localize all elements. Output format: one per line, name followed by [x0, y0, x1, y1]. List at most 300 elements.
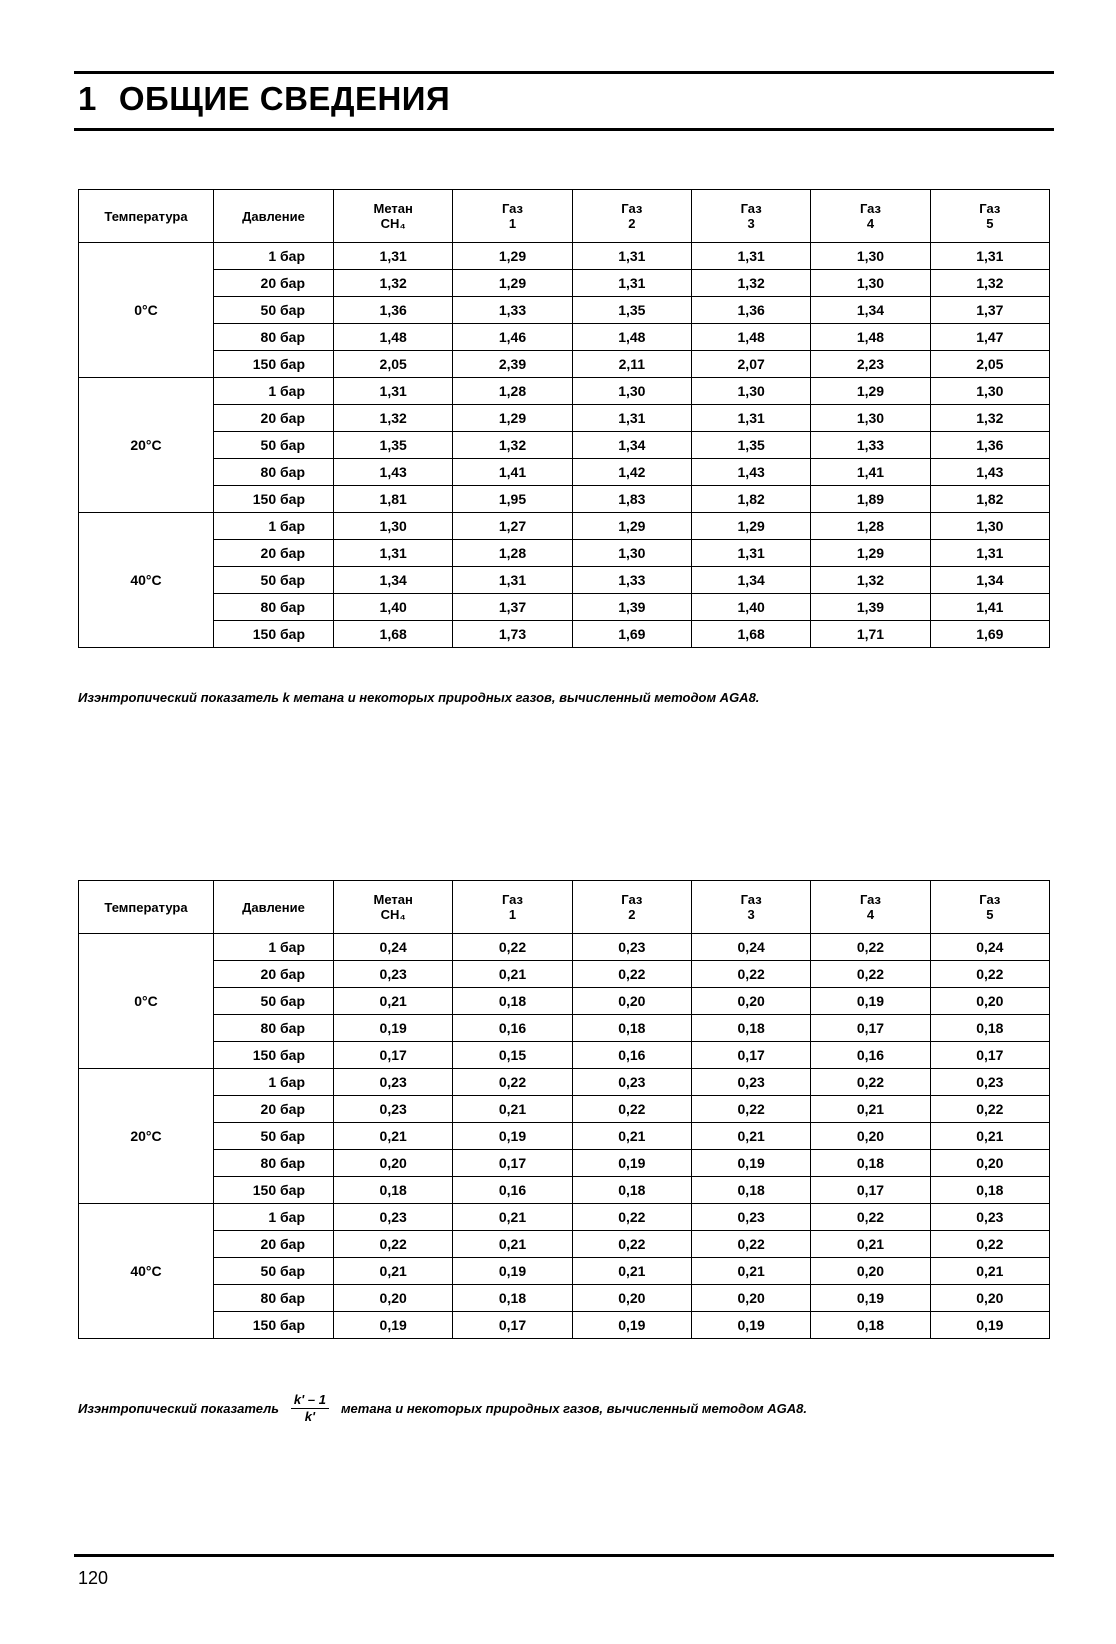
column-header-gas	[930, 190, 1049, 243]
gas-subtitle: 4	[866, 907, 875, 922]
gas-name: Газ	[621, 201, 643, 216]
pressure-cell: 20 бар	[214, 1231, 334, 1258]
value-cell: 1,31	[691, 540, 810, 567]
column-header-gas	[453, 190, 572, 243]
value-cell: 0,23	[930, 1204, 1049, 1231]
value-cell: 1,31	[334, 243, 453, 270]
value-cell: 1,29	[572, 513, 691, 540]
value-cell: 1,31	[572, 270, 691, 297]
value-cell: 1,31	[691, 405, 810, 432]
value-cell: 1,41	[811, 459, 930, 486]
pressure-cell: 1 бар	[214, 1069, 334, 1096]
pressure-cell: 150 бар	[214, 1312, 334, 1339]
table-row	[79, 1123, 1050, 1150]
gas-subtitle: 3	[747, 907, 755, 922]
value-cell: 1,30	[930, 378, 1049, 405]
value-cell: 1,47	[930, 324, 1049, 351]
value-cell: 0,20	[811, 1123, 930, 1150]
column-header-gas	[811, 881, 930, 934]
column-header-gas	[572, 881, 691, 934]
table-row	[79, 486, 1050, 513]
pressure-cell: 1 бар	[214, 243, 334, 270]
pressure-cell: 20 бар	[214, 270, 334, 297]
value-cell: 1,43	[930, 459, 1049, 486]
gas-name: Газ	[501, 892, 524, 907]
value-cell: 1,48	[334, 324, 453, 351]
table-row	[79, 351, 1050, 378]
value-cell: 0,22	[811, 934, 930, 961]
value-cell: 1,29	[691, 513, 810, 540]
table-row	[79, 961, 1050, 988]
temperature-cell: 20°C	[79, 378, 214, 513]
value-cell: 0,23	[334, 1096, 453, 1123]
value-cell: 1,32	[334, 270, 453, 297]
value-cell: 1,36	[334, 297, 453, 324]
value-cell: 1,95	[453, 486, 572, 513]
value-cell: 0,18	[811, 1312, 930, 1339]
value-cell: 1,83	[572, 486, 691, 513]
value-cell: 0,18	[811, 1150, 930, 1177]
value-cell: 0,18	[691, 1015, 810, 1042]
table-row	[79, 1258, 1050, 1285]
table-row	[79, 567, 1050, 594]
value-cell: 1,30	[811, 405, 930, 432]
value-cell: 0,24	[334, 934, 453, 961]
value-cell: 1,29	[453, 243, 572, 270]
value-cell: 0,23	[930, 1069, 1049, 1096]
value-cell: 1,30	[930, 513, 1049, 540]
page-title	[78, 80, 450, 118]
section-number: 1	[78, 80, 97, 117]
value-cell: 0,21	[334, 1258, 453, 1285]
value-cell: 1,68	[691, 621, 810, 648]
value-cell: 0,20	[691, 1285, 810, 1312]
table-row	[79, 1069, 1050, 1096]
gas-subtitle: 5	[986, 907, 994, 922]
value-cell: 0,21	[572, 1258, 691, 1285]
value-cell: 1,30	[691, 378, 810, 405]
value-cell: 1,30	[811, 270, 930, 297]
temperature-cell: 40°C	[79, 513, 214, 648]
gas-subtitle: CH₄	[380, 907, 406, 922]
table-row	[79, 1150, 1050, 1177]
column-header-gas	[691, 190, 810, 243]
column-header-gas	[334, 881, 453, 934]
gas-subtitle: 3	[747, 216, 755, 231]
pressure-cell: 50 бар	[214, 432, 334, 459]
column-header-gas	[453, 881, 572, 934]
value-cell: 0,22	[811, 1069, 930, 1096]
value-cell: 0,21	[334, 1123, 453, 1150]
value-cell: 1,69	[572, 621, 691, 648]
gas-subtitle: 2	[628, 907, 636, 922]
value-cell: 0,18	[930, 1015, 1049, 1042]
value-cell: 0,22	[691, 961, 810, 988]
value-cell: 1,41	[930, 594, 1049, 621]
value-cell: 0,21	[453, 961, 572, 988]
value-cell: 2,05	[334, 351, 453, 378]
value-cell: 1,42	[572, 459, 691, 486]
value-cell: 0,19	[334, 1312, 453, 1339]
fraction-numerator: k' – 1	[291, 1392, 329, 1409]
value-cell: 0,22	[572, 1231, 691, 1258]
value-cell: 0,22	[453, 1069, 572, 1096]
value-cell: 1,31	[930, 540, 1049, 567]
value-cell: 0,20	[572, 1285, 691, 1312]
footer-rule	[74, 1554, 1054, 1557]
value-cell: 1,31	[453, 567, 572, 594]
fraction-formula	[291, 1392, 329, 1425]
table-row	[79, 405, 1050, 432]
gas-name: Газ	[621, 892, 643, 907]
value-cell: 1,31	[572, 243, 691, 270]
pressure-cell: 150 бар	[214, 621, 334, 648]
value-cell: 0,17	[811, 1177, 930, 1204]
value-cell: 2,07	[691, 351, 810, 378]
table2-caption	[78, 1392, 807, 1425]
value-cell: 1,33	[572, 567, 691, 594]
pressure-cell: 80 бар	[214, 459, 334, 486]
table-row	[79, 988, 1050, 1015]
value-cell: 0,21	[572, 1123, 691, 1150]
value-cell: 1,29	[811, 540, 930, 567]
pressure-cell: 80 бар	[214, 1150, 334, 1177]
value-cell: 0,16	[811, 1042, 930, 1069]
value-cell: 1,34	[811, 297, 930, 324]
gas-name: Газ	[979, 201, 1001, 216]
column-header-gas	[572, 190, 691, 243]
pressure-cell: 20 бар	[214, 1096, 334, 1123]
gas-name: Газ	[859, 892, 881, 907]
value-cell: 0,18	[572, 1015, 691, 1042]
value-cell: 1,29	[811, 378, 930, 405]
value-cell: 0,20	[572, 988, 691, 1015]
value-cell: 0,23	[572, 934, 691, 961]
value-cell: 1,32	[930, 270, 1049, 297]
value-cell: 2,23	[811, 351, 930, 378]
pressure-cell: 80 бар	[214, 324, 334, 351]
value-cell: 0,20	[930, 1150, 1049, 1177]
pressure-cell: 1 бар	[214, 513, 334, 540]
pressure-cell: 150 бар	[214, 351, 334, 378]
value-cell: 1,35	[572, 297, 691, 324]
value-cell: 0,16	[453, 1177, 572, 1204]
table-row	[79, 1231, 1050, 1258]
value-cell: 0,22	[572, 1096, 691, 1123]
value-cell: 0,24	[691, 934, 810, 961]
value-cell: 0,19	[811, 1285, 930, 1312]
value-cell: 1,30	[811, 243, 930, 270]
value-cell: 0,20	[691, 988, 810, 1015]
temperature-cell: 0°C	[79, 243, 214, 378]
value-cell: 1,31	[691, 243, 810, 270]
value-cell: 1,32	[453, 432, 572, 459]
value-cell: 0,18	[453, 1285, 572, 1312]
table-row	[79, 594, 1050, 621]
value-cell: 1,32	[334, 405, 453, 432]
gas-name: Газ	[740, 201, 762, 216]
value-cell: 1,30	[572, 540, 691, 567]
value-cell: 1,29	[453, 405, 572, 432]
value-cell: 0,22	[930, 961, 1049, 988]
table-row	[79, 1096, 1050, 1123]
table-row	[79, 432, 1050, 459]
value-cell: 1,34	[930, 567, 1049, 594]
value-cell: 0,21	[453, 1204, 572, 1231]
value-cell: 0,19	[572, 1150, 691, 1177]
value-cell: 0,22	[453, 934, 572, 961]
value-cell: 0,19	[691, 1150, 810, 1177]
table-row	[79, 1015, 1050, 1042]
pressure-cell: 50 бар	[214, 1123, 334, 1150]
value-cell: 0,21	[811, 1231, 930, 1258]
value-cell: 0,17	[453, 1150, 572, 1177]
gas-subtitle: 1	[508, 216, 517, 231]
value-cell: 1,43	[334, 459, 453, 486]
value-cell: 1,40	[334, 594, 453, 621]
value-cell: 1,43	[691, 459, 810, 486]
value-cell: 0,17	[691, 1042, 810, 1069]
value-cell: 0,23	[334, 1069, 453, 1096]
table-row	[79, 1285, 1050, 1312]
value-cell: 1,71	[811, 621, 930, 648]
value-cell: 0,22	[691, 1096, 810, 1123]
table-row	[79, 540, 1050, 567]
value-cell: 1,46	[453, 324, 572, 351]
header-row	[79, 190, 1050, 243]
value-cell: 0,17	[811, 1015, 930, 1042]
value-cell: 1,39	[811, 594, 930, 621]
value-cell: 1,82	[930, 486, 1049, 513]
value-cell: 1,31	[334, 378, 453, 405]
pressure-cell: 50 бар	[214, 297, 334, 324]
value-cell: 0,19	[930, 1312, 1049, 1339]
table-row	[79, 1177, 1050, 1204]
value-cell: 0,19	[453, 1123, 572, 1150]
value-cell: 1,30	[572, 378, 691, 405]
value-cell: 0,17	[334, 1042, 453, 1069]
table-row	[79, 1042, 1050, 1069]
value-cell: 0,17	[930, 1042, 1049, 1069]
value-cell: 0,20	[334, 1285, 453, 1312]
pressure-cell: 80 бар	[214, 1015, 334, 1042]
value-cell: 1,31	[334, 540, 453, 567]
pressure-cell: 50 бар	[214, 988, 334, 1015]
value-cell: 2,11	[572, 351, 691, 378]
value-cell: 1,81	[334, 486, 453, 513]
gas-subtitle: CH₄	[380, 216, 406, 231]
gas-name: Газ	[979, 892, 1001, 907]
value-cell: 1,32	[930, 405, 1049, 432]
temperature-cell: 40°C	[79, 1204, 214, 1339]
value-cell: 0,18	[930, 1177, 1049, 1204]
value-cell: 1,29	[453, 270, 572, 297]
value-cell: 1,89	[811, 486, 930, 513]
pressure-cell: 150 бар	[214, 1177, 334, 1204]
value-cell: 0,22	[691, 1231, 810, 1258]
value-cell: 2,39	[453, 351, 572, 378]
value-cell: 0,20	[930, 1285, 1049, 1312]
title-rule	[74, 128, 1054, 131]
value-cell: 0,20	[811, 1258, 930, 1285]
column-header-temperature: Температура	[79, 881, 214, 934]
top-rule	[74, 71, 1054, 74]
table-row	[79, 270, 1050, 297]
temperature-cell: 0°C	[79, 934, 214, 1069]
value-cell: 0,21	[811, 1096, 930, 1123]
value-cell: 0,23	[572, 1069, 691, 1096]
value-cell: 1,34	[691, 567, 810, 594]
pressure-cell: 1 бар	[214, 934, 334, 961]
value-cell: 0,19	[453, 1258, 572, 1285]
pressure-cell: 50 бар	[214, 567, 334, 594]
caption2-trail-text: метана и некоторых природных газов, вычисленный методом AGA8.	[340, 1401, 807, 1416]
value-cell: 1,48	[811, 324, 930, 351]
value-cell: 0,18	[334, 1177, 453, 1204]
value-cell: 0,24	[930, 934, 1049, 961]
value-cell: 2,05	[930, 351, 1049, 378]
value-cell: 0,23	[691, 1204, 810, 1231]
value-cell: 0,18	[453, 988, 572, 1015]
value-cell: 1,28	[453, 378, 572, 405]
value-cell: 0,23	[334, 1204, 453, 1231]
value-cell: 1,33	[811, 432, 930, 459]
value-cell: 0,22	[811, 961, 930, 988]
gas-subtitle: 1	[508, 907, 517, 922]
isentropic-exponent-table	[78, 189, 1050, 648]
table-row	[79, 934, 1050, 961]
value-cell: 1,34	[334, 567, 453, 594]
value-cell: 1,36	[691, 297, 810, 324]
gas-subtitle: 4	[866, 216, 875, 231]
value-cell: 1,41	[453, 459, 572, 486]
value-cell: 1,39	[572, 594, 691, 621]
value-cell: 1,34	[572, 432, 691, 459]
value-cell: 1,28	[811, 513, 930, 540]
value-cell: 1,48	[572, 324, 691, 351]
pressure-cell: 50 бар	[214, 1258, 334, 1285]
value-cell: 1,37	[453, 594, 572, 621]
table-row	[79, 243, 1050, 270]
gas-subtitle: 2	[628, 216, 636, 231]
isentropic-ratio-table	[78, 880, 1050, 1339]
temperature-cell: 20°C	[79, 1069, 214, 1204]
value-cell: 0,20	[930, 988, 1049, 1015]
value-cell: 0,22	[930, 1096, 1049, 1123]
value-cell: 1,37	[930, 297, 1049, 324]
table-row	[79, 297, 1050, 324]
value-cell: 0,18	[572, 1177, 691, 1204]
pressure-cell: 20 бар	[214, 961, 334, 988]
value-cell: 1,48	[691, 324, 810, 351]
gas-name: Газ	[859, 201, 881, 216]
value-cell: 0,15	[453, 1042, 572, 1069]
section-title: ОБЩИЕ СВЕДЕНИЯ	[118, 80, 451, 117]
table-row	[79, 621, 1050, 648]
value-cell: 0,21	[453, 1096, 572, 1123]
table-row	[79, 459, 1050, 486]
value-cell: 0,18	[691, 1177, 810, 1204]
value-cell: 0,22	[930, 1231, 1049, 1258]
pressure-cell: 20 бар	[214, 405, 334, 432]
value-cell: 0,21	[453, 1231, 572, 1258]
table-row	[79, 1204, 1050, 1231]
pressure-cell: 150 бар	[214, 1042, 334, 1069]
pressure-cell: 150 бар	[214, 486, 334, 513]
column-header-gas	[334, 190, 453, 243]
pressure-cell: 80 бар	[214, 1285, 334, 1312]
value-cell: 0,16	[572, 1042, 691, 1069]
gas-name: Газ	[740, 892, 762, 907]
value-cell: 1,35	[334, 432, 453, 459]
value-cell: 1,40	[691, 594, 810, 621]
value-cell: 0,21	[691, 1258, 810, 1285]
value-cell: 0,22	[334, 1231, 453, 1258]
gas-subtitle: 5	[986, 216, 994, 231]
page-number: 120	[78, 1568, 109, 1588]
value-cell: 1,82	[691, 486, 810, 513]
value-cell: 0,23	[334, 961, 453, 988]
gas-name: Метан	[373, 201, 413, 216]
value-cell: 0,21	[334, 988, 453, 1015]
value-cell: 0,22	[572, 1204, 691, 1231]
pressure-cell: 80 бар	[214, 594, 334, 621]
column-header-pressure: Давление	[214, 881, 334, 934]
value-cell: 0,20	[334, 1150, 453, 1177]
pressure-cell: 20 бар	[214, 540, 334, 567]
pressure-cell: 1 бар	[214, 378, 334, 405]
value-cell: 1,35	[691, 432, 810, 459]
column-header-pressure: Давление	[214, 190, 334, 243]
value-cell: 1,32	[811, 567, 930, 594]
value-cell: 1,31	[930, 243, 1049, 270]
table1-caption: Изэнтропический показатель k метана и некоторых природных газов, вычисленный методом AGA8.	[78, 690, 760, 705]
value-cell: 1,28	[453, 540, 572, 567]
gas-name: Метан	[373, 892, 413, 907]
value-cell: 1,27	[453, 513, 572, 540]
column-header-gas	[930, 881, 1049, 934]
value-cell: 1,69	[930, 621, 1049, 648]
table-row	[79, 378, 1050, 405]
value-cell: 1,31	[572, 405, 691, 432]
value-cell: 1,33	[453, 297, 572, 324]
table-row	[79, 513, 1050, 540]
column-header-temperature: Температура	[79, 190, 214, 243]
value-cell: 1,68	[334, 621, 453, 648]
gas-name: Газ	[501, 201, 524, 216]
value-cell: 0,19	[572, 1312, 691, 1339]
value-cell: 0,22	[811, 1204, 930, 1231]
value-cell: 0,19	[334, 1015, 453, 1042]
header-row	[79, 881, 1050, 934]
table-row	[79, 324, 1050, 351]
value-cell: 0,17	[453, 1312, 572, 1339]
value-cell: 0,19	[811, 988, 930, 1015]
value-cell: 0,19	[691, 1312, 810, 1339]
value-cell: 0,21	[930, 1258, 1049, 1285]
column-header-gas	[811, 190, 930, 243]
value-cell: 1,30	[334, 513, 453, 540]
fraction-denominator: k'	[304, 1409, 316, 1424]
value-cell: 0,21	[930, 1123, 1049, 1150]
caption2-lead-text: Изэнтропический показатель	[78, 1401, 279, 1416]
column-header-gas	[691, 881, 810, 934]
value-cell: 0,22	[572, 961, 691, 988]
value-cell: 0,21	[691, 1123, 810, 1150]
pressure-cell: 1 бар	[214, 1204, 334, 1231]
value-cell: 0,16	[453, 1015, 572, 1042]
value-cell: 1,32	[691, 270, 810, 297]
